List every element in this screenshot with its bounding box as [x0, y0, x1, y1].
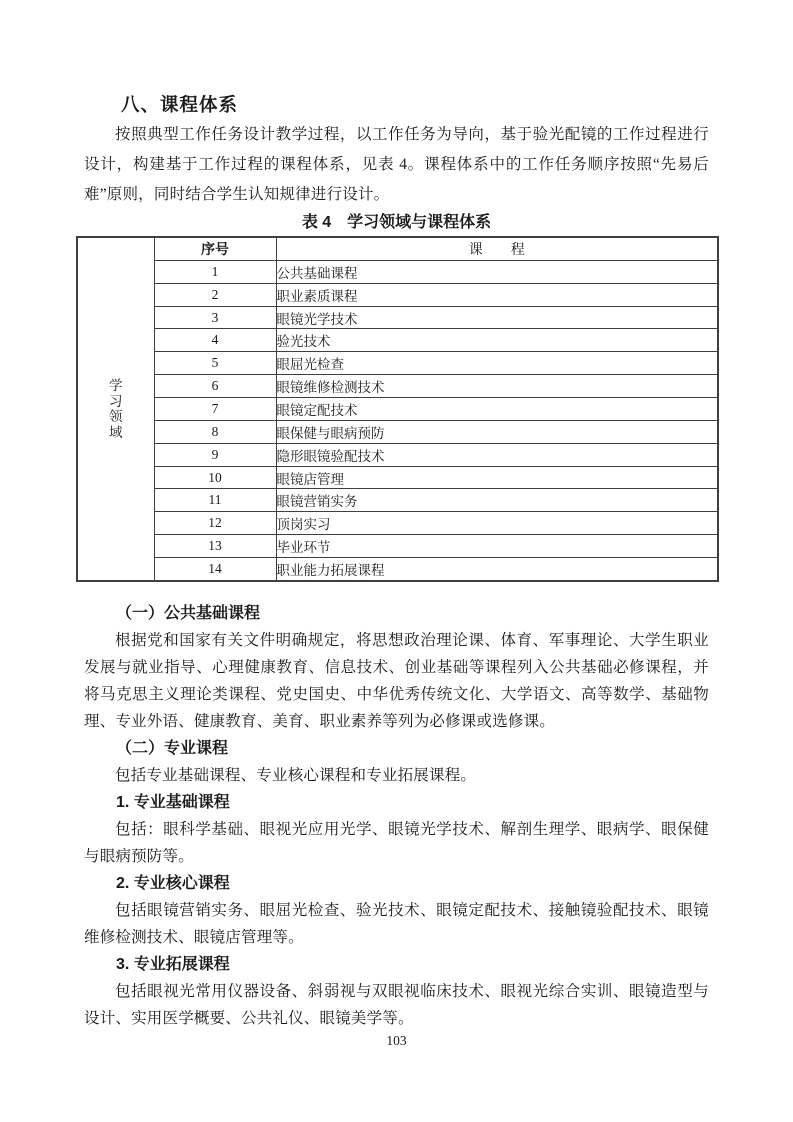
section-paragraph: [84, 816, 709, 870]
course-name: 眼镜维修检测技术: [276, 375, 718, 398]
row-number: 1: [154, 260, 276, 283]
table-row: [77, 420, 718, 443]
table-header-row: [77, 237, 718, 260]
text-line: 将马克思主义理论类课程、党史国史、中华优秀传统文化、大学语文、高等数学、基础物: [84, 686, 709, 703]
section-paragraph: [84, 978, 709, 1032]
table-row: [77, 352, 718, 375]
row-number: 14: [154, 558, 276, 581]
row-number: 11: [154, 489, 276, 512]
page-number: 103: [386, 1033, 407, 1048]
text-line: 难”原则，同时结合学生认知规律进行设计。: [84, 186, 390, 203]
course-name: 眼镜店管理: [276, 466, 718, 489]
text-line: 包括专业基础课程、专业核心课程和专业拓展课程。: [115, 767, 477, 784]
learning-area-cell: [77, 237, 154, 581]
row-number: 13: [154, 535, 276, 558]
course-name: 眼镜营销实务: [276, 489, 718, 512]
section-heading: （二）专业课程: [116, 740, 229, 757]
text-line: 与眼病预防等。: [84, 848, 194, 865]
text-line: 按照典型工作任务设计教学过程，以工作任务为导向，基于验光配镜的工作过程进行: [115, 126, 709, 143]
course-name: 公共基础课程: [276, 260, 718, 283]
row-number: 4: [154, 329, 276, 352]
table-row: [77, 306, 718, 329]
sections: [84, 600, 709, 1032]
table-row: [77, 489, 718, 512]
text-line: 理、专业外语、健康教育、美育、职业素养等列为必修课或选修课。: [84, 713, 556, 730]
row-number: 3: [154, 306, 276, 329]
row-number: 5: [154, 352, 276, 375]
table-row: [77, 329, 718, 352]
table-title: 表 4 学习领域与课程体系: [301, 214, 492, 231]
table-row: [77, 512, 718, 535]
course-name: 眼镜光学技术: [276, 306, 718, 329]
course-name: 毕业环节: [276, 535, 718, 558]
row-number: 6: [154, 375, 276, 398]
course-name: 眼镜定配技术: [276, 398, 718, 421]
row-number: 7: [154, 398, 276, 421]
text-line: 包括眼镜营销实务、眼屈光检查、验光技术、眼镜定配技术、接触镜验配技术、眼镜: [115, 902, 709, 919]
intro-paragraph: [84, 120, 709, 210]
section-paragraph: [84, 897, 709, 951]
text-line: 根据党和国家有关文件明确规定，将思想政治理论课、体育、军事理论、大学生职业: [115, 632, 709, 649]
text-line: 设计，构建基于工作过程的课程体系，见表 4。课程体系中的工作任务顺序按照“先易后: [84, 156, 709, 173]
row-number: 9: [154, 443, 276, 466]
row-number: 8: [154, 420, 276, 443]
text-line: 发展与就业指导、心理健康教育、信息技术、创业基础等课程列入公共基础必修课程，并: [84, 659, 709, 676]
course-name: 职业素质课程: [276, 283, 718, 306]
course-name: 职业能力拓展课程: [276, 558, 718, 581]
course-name: 眼保健与眼病预防: [276, 420, 718, 443]
course-name: 眼屈光检查: [276, 352, 718, 375]
learning-area-label: 学 习 领 域: [109, 378, 123, 440]
row-number: 2: [154, 283, 276, 306]
row-number: 12: [154, 512, 276, 535]
text-line: 包括眼视光常用仪器设备、斜弱视与双眼视临床技术、眼视光综合实训、眼镜造型与: [115, 983, 709, 1000]
section-heading: 1. 专业基础课程: [116, 794, 230, 811]
course-name: 验光技术: [276, 329, 718, 352]
section-heading: 2. 专业核心课程: [116, 875, 230, 892]
table-row: [77, 558, 718, 581]
table-row: [77, 443, 718, 466]
section-paragraph: [84, 762, 709, 789]
col-header-course: 课 程: [276, 237, 718, 260]
learning-area-course-table: [76, 236, 719, 582]
text-line: 维修检测技术、眼镜店管理等。: [84, 929, 304, 946]
table-row: [77, 466, 718, 489]
table-row: [77, 375, 718, 398]
text-line: 包括：眼科学基础、眼视光应用光学、眼镜光学技术、解剖生理学、眼病学、眼保健: [115, 821, 709, 838]
table-row: [77, 260, 718, 283]
section-heading: （一）公共基础课程: [116, 605, 261, 622]
table-row: [77, 398, 718, 421]
course-name: 隐形眼镜验配技术: [276, 443, 718, 466]
table-row: [77, 535, 718, 558]
course-name: 顶岗实习: [276, 512, 718, 535]
chapter-heading: 八、课程体系: [121, 94, 239, 115]
col-header-no: 序号: [154, 237, 276, 260]
section-paragraph: [84, 627, 709, 735]
section-heading: 3. 专业拓展课程: [116, 956, 230, 973]
table-row: [77, 283, 718, 306]
text-line: 设计、实用医学概要、公共礼仪、眼镜美学等。: [84, 1010, 414, 1027]
row-number: 10: [154, 466, 276, 489]
